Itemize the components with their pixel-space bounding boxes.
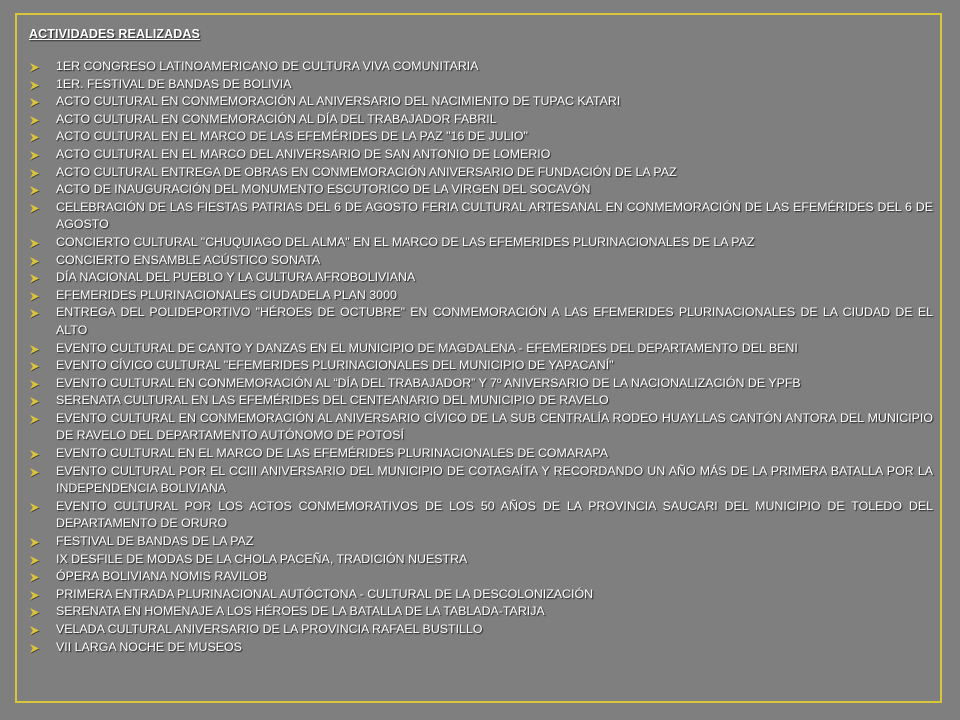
list-item xyxy=(29,287,933,305)
arrowhead-bullet-icon xyxy=(29,625,40,636)
list-item-label: 1ER. FESTIVAL DE BANDAS DE BOLIVIA xyxy=(56,76,292,91)
list-item-label: ACTO CULTURAL EN CONMEMORACIÓN AL ANIVERSARIO DEL NACIMIENTO DE TUPAC KATARI xyxy=(56,94,621,109)
list-item xyxy=(29,234,933,252)
list-item-label: 1ER CONGRESO LATINOAMERICANO DE CULTURA VIVA COMUNITARIA xyxy=(56,59,479,73)
arrowhead-bullet-icon xyxy=(29,572,40,583)
arrowhead-bullet-icon xyxy=(29,414,40,425)
arrowhead-bullet-icon xyxy=(29,185,40,196)
arrowhead-bullet-icon xyxy=(29,308,40,319)
arrowhead-bullet-icon xyxy=(29,379,40,390)
list-item-label: EVENTO CULTURAL POR LOS ACTOS CONMEMORATIVOS DE LOS 50 AÑOS DE LA PROVINCIA SAUCARI DEL MUNICIPIO DE TOLEDO DEL DEPARTAMENTO DE ORURO xyxy=(56,498,933,531)
list-item-label: CONCIERTO CULTURAL "CHUQUIAGO DEL ALMA" EN EL MARCO DE LAS EFEMERIDES PLURINACIONALES DE LA PAZ xyxy=(56,234,755,249)
list-item-label: SERENATA CULTURAL EN LAS EFEMÉRIDES DEL CENTEANARIO DEL MUNICIPIO DE RAVELO xyxy=(56,393,609,408)
list-item-label: EVENTO CÍVICO CULTURAL "EFEMERIDES PLURINACIONALES DEL MUNICIPIO DE YAPACANÍ" xyxy=(56,358,614,373)
list-item xyxy=(29,568,933,586)
list-item-label: EVENTO CULTURAL EN CONMEMORACIÓN AL ANIVERSARIO CÍVICO DE LA SUB CENTRALÍA RODEO HUAYLLAS CANTÓN ANTORA DEL MUNICIPIO DE RAVELO DEL DEPARTAMENTO AUTÓNOMO DE POTOSÍ xyxy=(56,410,933,443)
arrowhead-bullet-icon xyxy=(29,537,40,548)
list-item-label: ACTO CULTURAL EN EL MARCO DEL ANIVERSARIO DE SAN ANTONIO DE LOMERIO xyxy=(56,146,551,161)
list-item xyxy=(29,111,933,129)
list-item-label: EFEMERIDES PLURINACIONALES CIUDADELA PLAN 3000 xyxy=(56,287,397,302)
list-item xyxy=(29,410,933,445)
list-item xyxy=(29,586,933,604)
arrowhead-bullet-icon xyxy=(29,643,40,654)
arrowhead-bullet-icon xyxy=(29,150,40,161)
list-item-label: ACTO CULTURAL EN EL MARCO DE LAS EFEMÉRIDES DE LA PAZ "16 DE JULIO" xyxy=(56,129,528,144)
list-item xyxy=(29,551,933,569)
list-item xyxy=(29,128,933,146)
list-item xyxy=(29,357,933,375)
page-title: ACTIVIDADES REALIZADAS xyxy=(29,27,200,41)
slide-content xyxy=(29,26,933,656)
arrowhead-bullet-icon xyxy=(29,132,40,143)
list-item xyxy=(29,621,933,639)
arrowhead-bullet-icon xyxy=(29,203,40,214)
activity-list xyxy=(29,58,933,656)
arrowhead-bullet-icon xyxy=(29,168,40,179)
list-item-label: CONCIERTO ENSAMBLE ACÚSTICO SONATA xyxy=(56,252,321,267)
arrowhead-bullet-icon xyxy=(29,607,40,618)
list-item xyxy=(29,269,933,287)
list-item-label: CELEBRACIÓN DE LAS FIESTAS PATRIAS DEL 6 DE AGOSTO FERIA CULTURAL ARTESANAL EN CONMEMORACIÓN DE LAS EFEMÉRIDES DEL 6 DE AGOSTO xyxy=(56,199,933,232)
list-item-label: EVENTO CULTURAL EN EL MARCO DE LAS EFEMÉRIDES PLURINACIONALES DE COMARAPA xyxy=(56,446,608,461)
list-item xyxy=(29,498,933,533)
list-item-label: FESTIVAL DE BANDAS DE LA PAZ xyxy=(56,534,254,549)
arrowhead-bullet-icon xyxy=(29,115,40,126)
list-item xyxy=(29,199,933,234)
list-item xyxy=(29,375,933,393)
arrowhead-bullet-icon xyxy=(29,291,40,302)
arrowhead-bullet-icon xyxy=(29,238,40,249)
arrowhead-bullet-icon xyxy=(29,396,40,407)
list-item-label: DÍA NACIONAL DEL PUEBLO Y LA CULTURA AFROBOLIVIANA xyxy=(56,270,416,285)
arrowhead-bullet-icon xyxy=(29,62,40,73)
list-item-label: EVENTO CULTURAL DE CANTO Y DANZAS EN EL MUNICIPIO DE MAGDALENA - EFEMERIDES DEL DEPARTAMENTO DEL BENI xyxy=(56,340,798,355)
arrowhead-bullet-icon xyxy=(29,97,40,108)
list-item-label: ACTO CULTURAL ENTREGA DE OBRAS EN CONMEMORACIÓN ANIVERSARIO DE FUNDACIÓN DE LA PAZ xyxy=(56,164,677,179)
list-item xyxy=(29,76,933,94)
list-item xyxy=(29,392,933,410)
list-item-label: ENTREGA DEL POLIDEPORTIVO "HÉROES DE OCTUBRE" EN CONMEMORACIÓN A LAS EFEMERIDES PLURINACIONALES DE LA CIUDAD DE EL ALTO xyxy=(56,305,933,337)
list-item xyxy=(29,304,933,339)
list-item xyxy=(29,252,933,270)
list-item-label: EVENTO CULTURAL POR EL CCIII ANIVERSARIO DEL MUNICIPIO DE COTAGAÍTA Y RECORDANDO UN AÑO MÁS DE LA PRIMERA BATALLA POR LA INDEPENDENCIA BOLIVIANA xyxy=(56,463,933,496)
list-item-label: IX DESFILE DE MODAS DE LA CHOLA PACEÑA, TRADICIÓN NUESTRA xyxy=(56,551,468,566)
arrowhead-bullet-icon xyxy=(29,449,40,460)
list-item xyxy=(29,533,933,551)
arrowhead-bullet-icon xyxy=(29,80,40,91)
list-item-label: SERENATA EN HOMENAJE A LOS HÉROES DE LA BATALLA DE LA TABLADA-TARIJA xyxy=(56,604,545,619)
arrowhead-bullet-icon xyxy=(29,256,40,267)
list-item xyxy=(29,164,933,182)
list-item-label: VII LARGA NOCHE DE MUSEOS xyxy=(56,639,242,654)
arrowhead-bullet-icon xyxy=(29,344,40,355)
list-item-label: VELADA CULTURAL ANIVERSARIO DE LA PROVINCIA RAFAEL BUSTILLO xyxy=(56,622,483,636)
arrowhead-bullet-icon xyxy=(29,555,40,566)
list-item xyxy=(29,445,933,463)
list-item xyxy=(29,181,933,199)
list-item xyxy=(29,639,933,657)
list-item xyxy=(29,58,933,76)
list-item xyxy=(29,340,933,358)
arrowhead-bullet-icon xyxy=(29,467,40,478)
list-item xyxy=(29,93,933,111)
list-item xyxy=(29,146,933,164)
list-item-label: ÓPERA BOLIVIANA NOMIS RAVILOB xyxy=(56,569,268,584)
arrowhead-bullet-icon xyxy=(29,502,40,513)
arrowhead-bullet-icon xyxy=(29,361,40,372)
arrowhead-bullet-icon xyxy=(29,590,40,601)
list-item-label: ACTO DE INAUGURACIÓN DEL MONUMENTO ESCUTORICO DE LA VIRGEN DEL SOCAVÓN xyxy=(56,182,591,197)
list-item xyxy=(29,603,933,621)
list-item-label: EVENTO CULTURAL EN CONMEMORACIÓN AL “DÍA DEL TRABAJADOR” Y 7º ANIVERSARIO DE LA NACIONALIZACIÓN DE YPFB xyxy=(56,375,801,390)
arrowhead-bullet-icon xyxy=(29,273,40,284)
list-item-label: PRIMERA ENTRADA PLURINACIONAL AUTÓCTONA - CULTURAL DE LA DESCOLONIZACIÓN xyxy=(56,586,594,601)
list-item-label: ACTO CULTURAL EN CONMEMORACIÓN AL DÍA DEL TRABAJADOR FABRIL xyxy=(56,111,497,126)
list-item xyxy=(29,463,933,498)
